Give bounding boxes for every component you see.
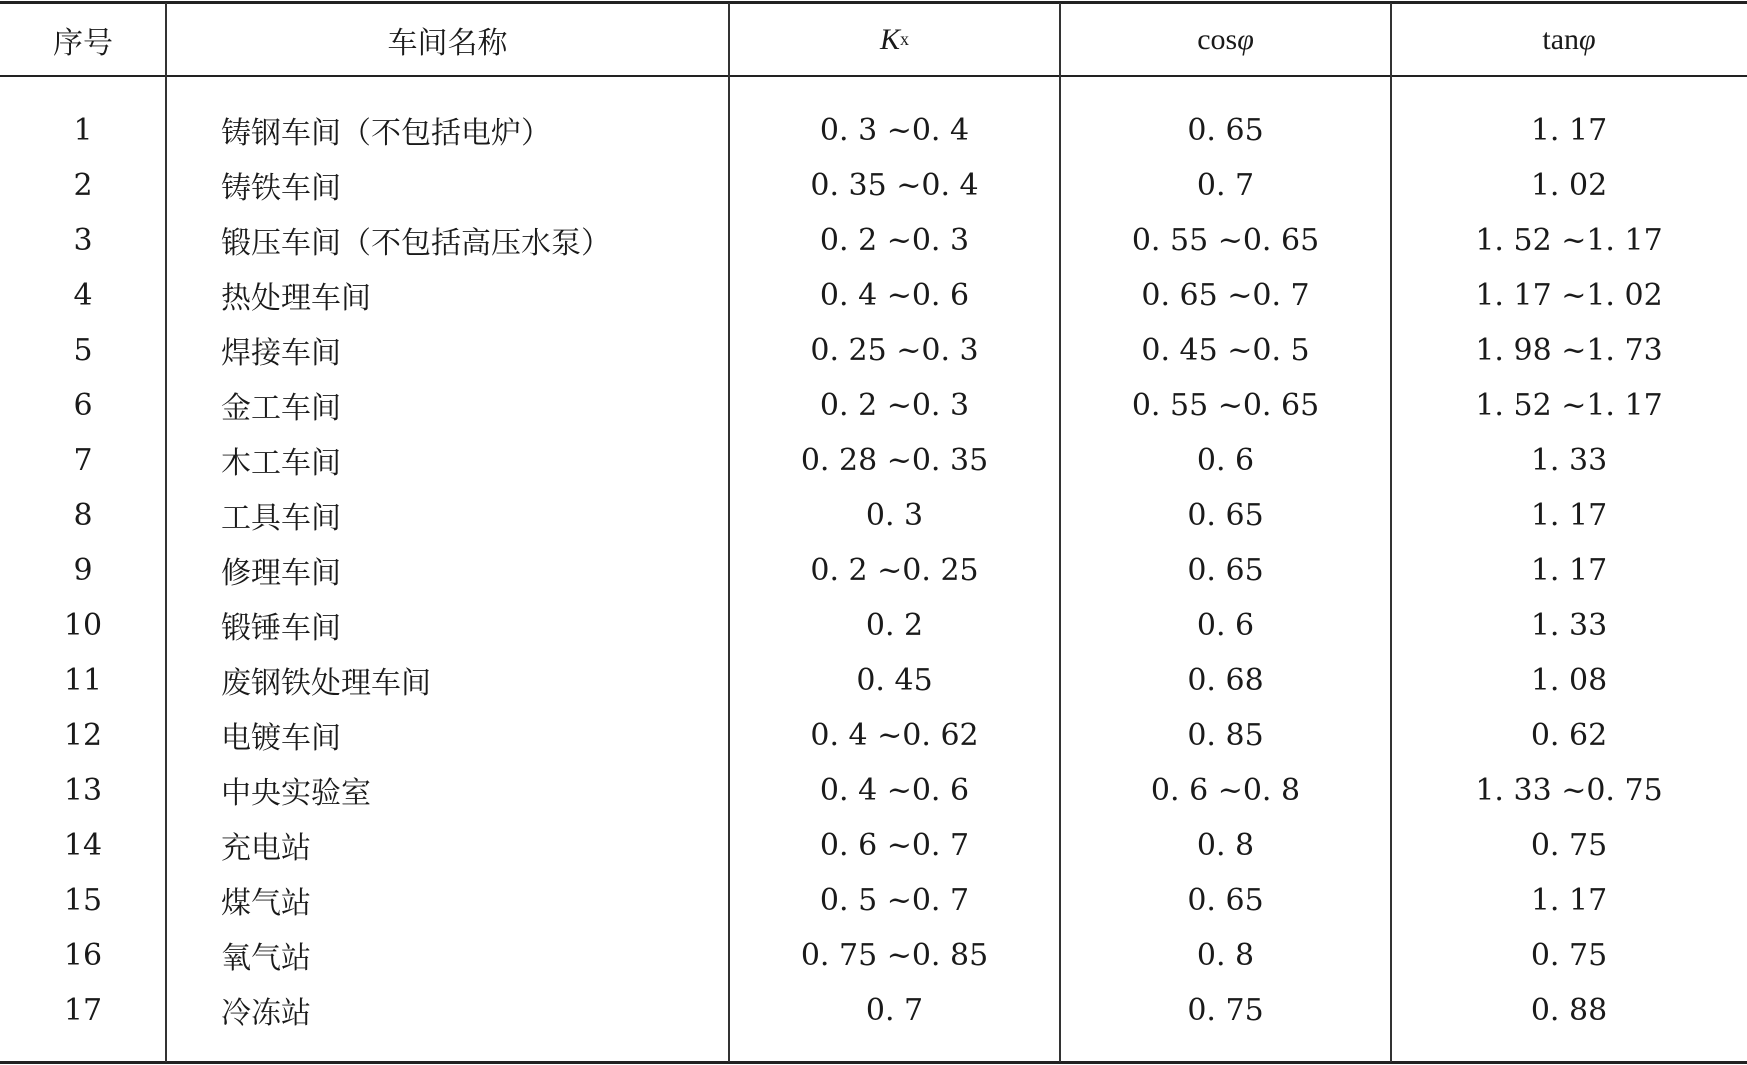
row-no: 5 <box>73 332 93 368</box>
row-cos: 0. 85 <box>1187 717 1264 753</box>
row-kx: 0. 4 ~0. 62 <box>810 717 979 753</box>
table-row <box>0 160 1747 210</box>
table-row <box>0 930 1747 980</box>
row-name: 金工车间 <box>221 391 341 426</box>
row-name: 焊接车间 <box>221 336 341 371</box>
row-tan: 1. 52 ~1. 17 <box>1475 387 1663 423</box>
table-row <box>0 985 1747 1035</box>
row-name: 氧气站 <box>221 941 311 976</box>
header-tan <box>1391 4 1747 75</box>
row-kx: 0. 28 ~0. 35 <box>800 442 989 478</box>
row-kx: 0. 35 ~0. 4 <box>810 167 979 203</box>
row-kx: 0. 4 ~0. 6 <box>819 277 970 313</box>
header-kx-main: K <box>879 22 900 56</box>
row-cos: 0. 68 <box>1187 662 1264 698</box>
row-no: 1 <box>73 112 93 148</box>
row-tan: 0. 62 <box>1530 717 1608 753</box>
row-no: 3 <box>73 222 93 258</box>
row-kx: 0. 45 <box>856 662 933 698</box>
row-no: 4 <box>73 277 93 313</box>
row-kx: 0. 3 <box>865 497 924 533</box>
row-cos: 0. 65 <box>1187 497 1264 533</box>
row-cos: 0. 7 <box>1196 167 1255 203</box>
row-tan: 1. 17 <box>1530 882 1608 918</box>
table-row <box>0 600 1747 650</box>
row-name: 铸钢车间（不包括电炉） <box>221 116 551 151</box>
row-no: 17 <box>63 992 103 1028</box>
header-rule <box>0 75 1747 77</box>
row-cos: 0. 45 ~0. 5 <box>1141 332 1310 368</box>
row-name: 工具车间 <box>221 501 341 536</box>
table-row <box>0 105 1747 155</box>
bottom-rule <box>0 1061 1747 1064</box>
row-name: 木工车间 <box>221 446 341 481</box>
row-name: 铸铁车间 <box>221 171 341 206</box>
header-no: 序号 <box>53 25 113 61</box>
row-no: 9 <box>73 552 93 588</box>
row-cos: 0. 6 <box>1196 607 1255 643</box>
row-kx: 0. 2 ~0. 25 <box>810 552 979 588</box>
row-name: 中央实验室 <box>221 776 371 811</box>
row-kx: 0. 3 ~0. 4 <box>819 112 970 148</box>
row-no: 8 <box>73 497 93 533</box>
row-no: 15 <box>63 882 103 918</box>
row-kx: 0. 75 ~0. 85 <box>800 937 989 973</box>
row-cos: 0. 6 ~0. 8 <box>1150 772 1301 808</box>
row-cos: 0. 6 <box>1196 442 1255 478</box>
row-no: 12 <box>63 717 103 753</box>
row-tan: 0. 88 <box>1530 992 1608 1028</box>
row-no: 2 <box>73 167 93 203</box>
header-tan-prefix: tan <box>1542 22 1580 56</box>
row-kx: 0. 2 ~0. 3 <box>819 222 970 258</box>
row-kx: 0. 2 ~0. 3 <box>819 387 970 423</box>
row-name: 修理车间 <box>221 556 341 591</box>
row-name: 锻锤车间 <box>221 611 341 646</box>
table-row <box>0 545 1747 595</box>
row-cos: 0. 8 <box>1196 937 1255 973</box>
row-tan: 1. 52 ~1. 17 <box>1475 222 1663 258</box>
row-name: 煤气站 <box>221 886 311 921</box>
row-name: 充电站 <box>221 831 311 866</box>
row-name: 电镀车间 <box>221 721 341 756</box>
row-cos: 0. 75 <box>1187 992 1264 1028</box>
row-tan: 1. 08 <box>1530 662 1608 698</box>
row-cos: 0. 8 <box>1196 827 1255 863</box>
table-row <box>0 325 1747 375</box>
row-cos: 0. 55 ~0. 65 <box>1131 387 1320 423</box>
row-no: 13 <box>63 772 103 808</box>
header-kx-sub: x <box>900 29 909 49</box>
row-cos: 0. 65 <box>1187 112 1264 148</box>
header-name: 车间名称 <box>387 25 508 61</box>
row-cos: 0. 55 ~0. 65 <box>1131 222 1320 258</box>
row-tan: 1. 17 <box>1530 497 1608 533</box>
table-row <box>0 215 1747 265</box>
row-tan: 1. 33 <box>1530 442 1608 478</box>
row-name: 废钢铁处理车间 <box>221 666 431 701</box>
header-kx <box>729 4 1060 75</box>
row-no: 10 <box>63 607 103 643</box>
row-tan: 1. 33 ~0. 75 <box>1475 772 1663 808</box>
row-name: 锻压车间（不包括高压水泵） <box>221 226 611 261</box>
table-header <box>0 4 1747 75</box>
table-row <box>0 820 1747 870</box>
row-tan: 1. 17 <box>1530 552 1608 588</box>
row-tan: 1. 17 <box>1530 112 1608 148</box>
table-row <box>0 875 1747 925</box>
row-name: 冷冻站 <box>221 996 311 1031</box>
row-kx: 0. 2 <box>865 607 924 643</box>
row-kx: 0. 5 ~0. 7 <box>819 882 970 918</box>
table-row <box>0 490 1747 540</box>
table-row <box>0 380 1747 430</box>
row-cos: 0. 65 <box>1187 552 1264 588</box>
row-tan: 1. 17 ~1. 02 <box>1475 277 1663 313</box>
row-kx: 0. 6 ~0. 7 <box>819 827 970 863</box>
row-kx: 0. 25 ~0. 3 <box>810 332 979 368</box>
table-row <box>0 655 1747 705</box>
row-kx: 0. 4 ~0. 6 <box>819 772 970 808</box>
header-cos-prefix: cos <box>1197 22 1238 56</box>
table-row <box>0 710 1747 760</box>
row-cos: 0. 65 ~0. 7 <box>1141 277 1310 313</box>
table-row <box>0 435 1747 485</box>
row-no: 6 <box>73 387 93 423</box>
row-tan: 1. 33 <box>1530 607 1608 643</box>
row-tan: 1. 98 ~1. 73 <box>1475 332 1663 368</box>
row-no: 7 <box>73 442 93 478</box>
header-cos <box>1060 4 1391 75</box>
row-no: 14 <box>63 827 103 863</box>
row-tan: 1. 02 <box>1530 167 1608 203</box>
row-no: 11 <box>63 662 103 698</box>
table-row <box>0 765 1747 815</box>
row-tan: 0. 75 <box>1530 937 1608 973</box>
row-name: 热处理车间 <box>221 281 371 316</box>
table-row <box>0 270 1747 320</box>
row-cos: 0. 65 <box>1187 882 1264 918</box>
row-tan: 0. 75 <box>1530 827 1608 863</box>
row-no: 16 <box>63 937 103 973</box>
header-cos-phi: φ <box>1237 22 1254 56</box>
header-tan-phi: φ <box>1579 22 1596 56</box>
row-kx: 0. 7 <box>865 992 924 1028</box>
